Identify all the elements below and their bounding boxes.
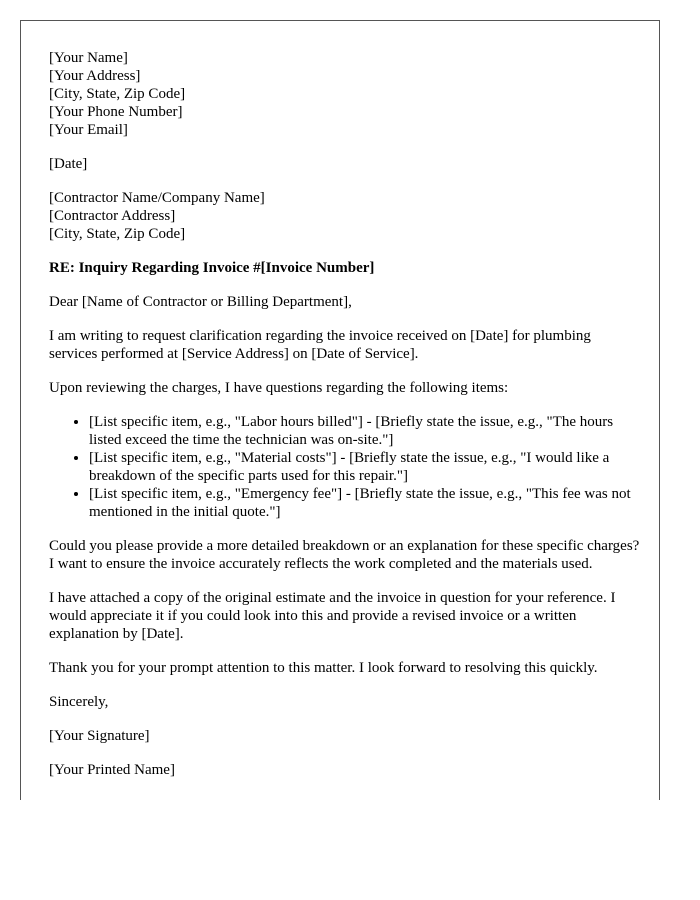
letter-page xyxy=(20,20,660,800)
recipient-city-state-zip: [City, State, Zip Code] xyxy=(49,226,186,242)
sender-address: [Your Address] xyxy=(49,68,141,84)
sender-block xyxy=(49,49,641,139)
letter-date: [Date] xyxy=(49,156,88,172)
printed-name: [Your Printed Name] xyxy=(49,762,175,778)
sender-email: [Your Email] xyxy=(49,122,128,138)
subject-line: RE: Inquiry Regarding Invoice #[Invoice Number] xyxy=(49,260,375,276)
recipient-block xyxy=(49,189,641,243)
sender-phone: [Your Phone Number] xyxy=(49,104,183,120)
paragraph-intro: I am writing to request clarification regarding the invoice received on [Date] for plumbing services performed at [Service Address] on [Date of Service]. xyxy=(49,328,591,362)
closing: Sincerely, xyxy=(49,694,109,710)
list-item: • [List specific item, e.g., "Material costs"] - [Briefly state the issue, e.g., "I would like a breakdown of the specific parts used for this repair."] xyxy=(89,449,641,485)
recipient-name: [Contractor Name/Company Name] xyxy=(49,190,265,206)
signature: [Your Signature] xyxy=(49,728,150,744)
list-item: • [List specific item, e.g., "Emergency fee"] - [Briefly state the issue, e.g., "This fee was not mentioned in the initial quote."] xyxy=(89,485,641,521)
date-line xyxy=(49,155,641,173)
paragraph-request: Could you please provide a more detailed breakdown or an explanation for these specific charges? I want to ensure the invoice accurately reflects the work completed and the materials used. xyxy=(49,538,640,572)
paragraph-thanks: Thank you for your prompt attention to this matter. I look forward to resolving this quickly. xyxy=(49,660,598,676)
list-item: • [List specific item, e.g., "Labor hours billed"] - [Briefly state the issue, e.g., "The hours listed exceed the time the technician was on-site."] xyxy=(89,413,641,449)
paragraph-review: Upon reviewing the charges, I have questions regarding the following items: xyxy=(49,380,509,396)
letter-content xyxy=(49,49,641,795)
recipient-address: [Contractor Address] xyxy=(49,208,176,224)
sender-name: [Your Name] xyxy=(49,50,128,66)
salutation: Dear [Name of Contractor or Billing Department], xyxy=(49,294,352,310)
paragraph-attachment: I have attached a copy of the original estimate and the invoice in question for your reference. I would appreciate it if you could look into this and provide a revised invoice or a written explanation by [Date]. xyxy=(49,590,616,642)
charge-items-list xyxy=(49,413,641,521)
sender-city-state-zip: [City, State, Zip Code] xyxy=(49,86,186,102)
